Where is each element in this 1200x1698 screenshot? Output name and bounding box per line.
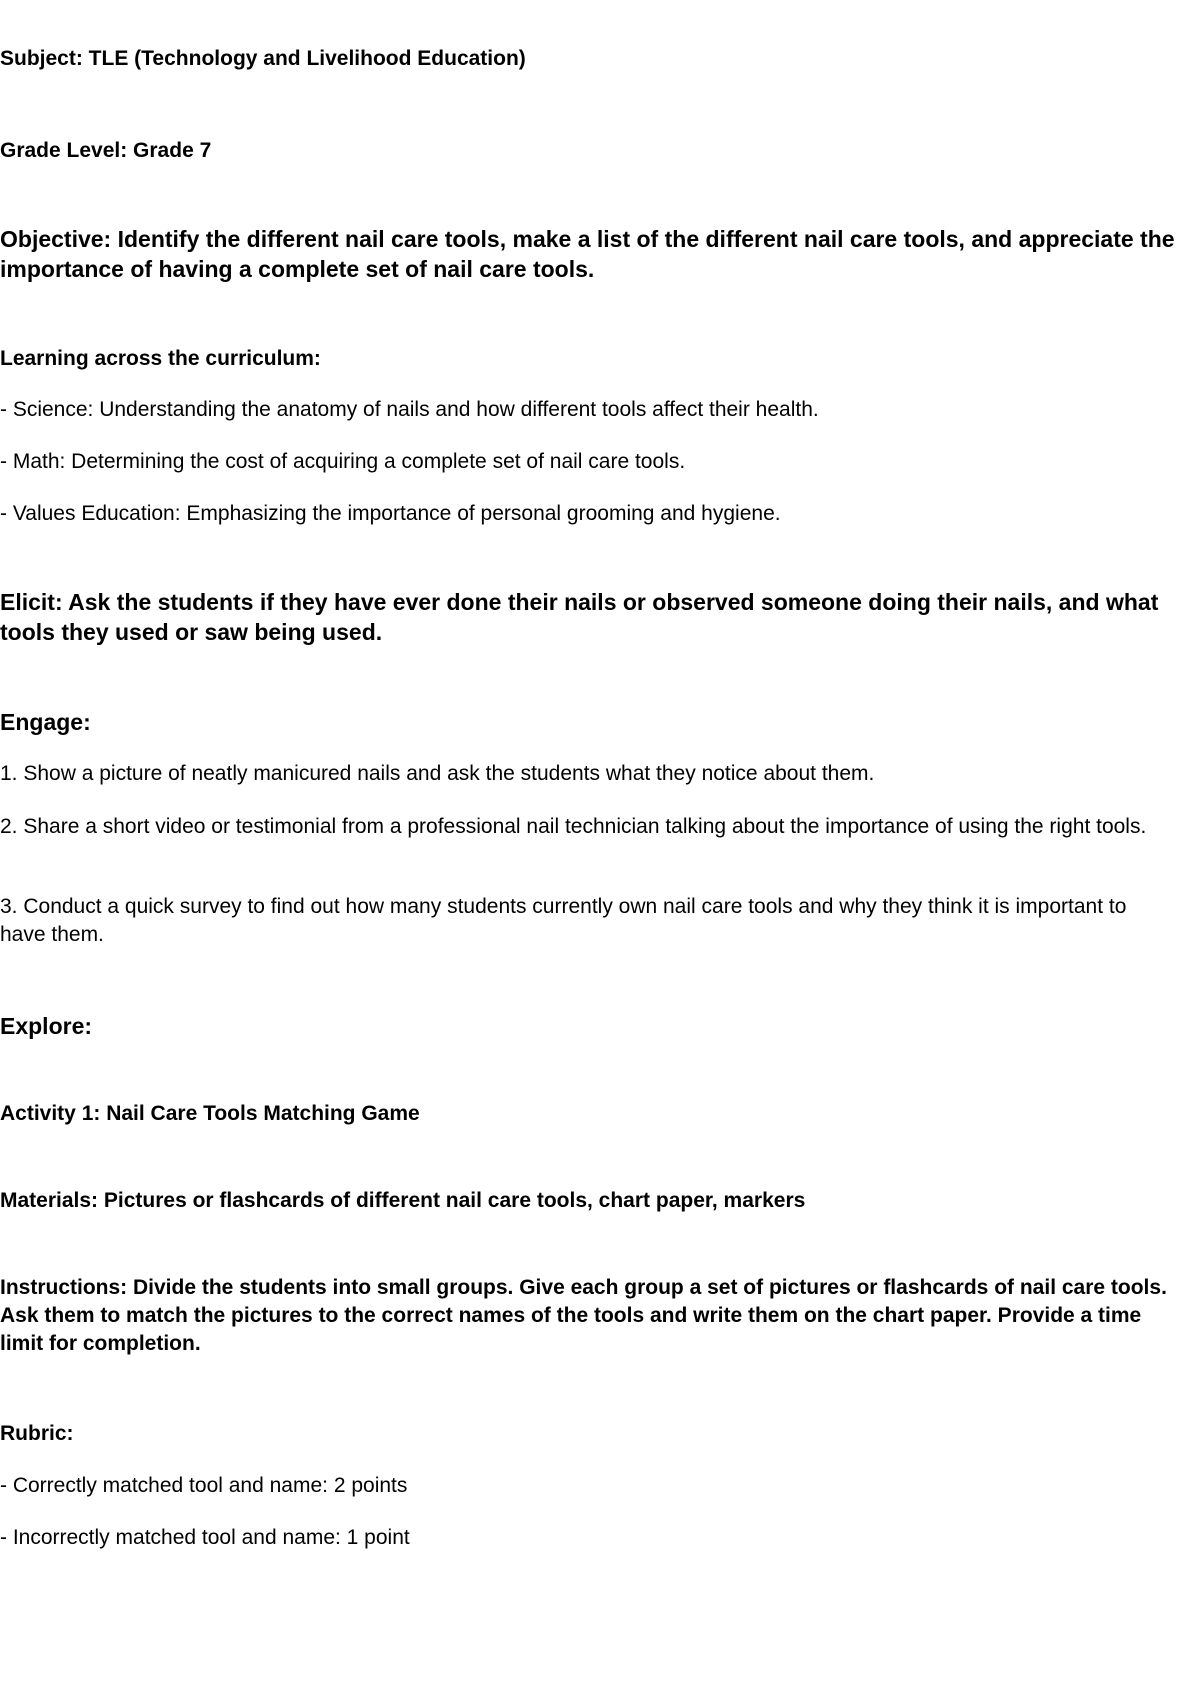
subject-line: Subject: TLE (Technology and Livelihood Education) bbox=[0, 47, 526, 70]
rubric-heading: Rubric: bbox=[0, 1422, 74, 1445]
learning-item-values: - Values Education: Emphasizing the importance of personal grooming and hygiene. bbox=[0, 502, 781, 525]
materials-line: Materials: Pictures or flashcards of different nail care tools, chart paper, markers bbox=[0, 1189, 806, 1212]
learning-item-science: - Science: Understanding the anatomy of nails and how different tools affect their health. bbox=[0, 398, 819, 421]
instructions-paragraph: Instructions: Divide the students into small groups. Give each group a set of pictures or flashcards of nail care tools. Ask them to match the pictures to the correct names of the tools and write them on the chart paper. Provide a time limit for completion. bbox=[0, 1276, 1167, 1355]
explore-heading: Explore: bbox=[0, 1013, 93, 1039]
engage-item-2: 2. Share a short video or testimonial from a professional nail technician talking about the importance of using the right tools. bbox=[0, 815, 1147, 838]
elicit-paragraph: Elicit: Ask the students if they have ever done their nails or observed someone doing their nails, and what tools they used or saw being used. bbox=[0, 589, 1159, 645]
rubric-item-incorrect: - Incorrectly matched tool and name: 1 point bbox=[0, 1526, 410, 1549]
engage-item-3: 3. Conduct a quick survey to find out how many students currently own nail care tools and why they think it is important to have them. bbox=[0, 895, 1127, 946]
learning-item-math: - Math: Determining the cost of acquiring a complete set of nail care tools. bbox=[0, 450, 686, 473]
engage-heading: Engage: bbox=[0, 709, 91, 735]
grade-level-line: Grade Level: Grade 7 bbox=[0, 139, 212, 162]
learning-across-heading: Learning across the curriculum: bbox=[0, 347, 321, 370]
engage-item-1: 1. Show a picture of neatly manicured nails and ask the students what they notice about them. bbox=[0, 762, 875, 785]
rubric-item-correct: - Correctly matched tool and name: 2 points bbox=[0, 1474, 408, 1497]
objective-paragraph: Objective: Identify the different nail care tools, make a list of the different nail care tools, and appreciate the importance of having a complete set of nail care tools. bbox=[0, 226, 1175, 282]
activity-title: Activity 1: Nail Care Tools Matching Game bbox=[0, 1102, 420, 1125]
